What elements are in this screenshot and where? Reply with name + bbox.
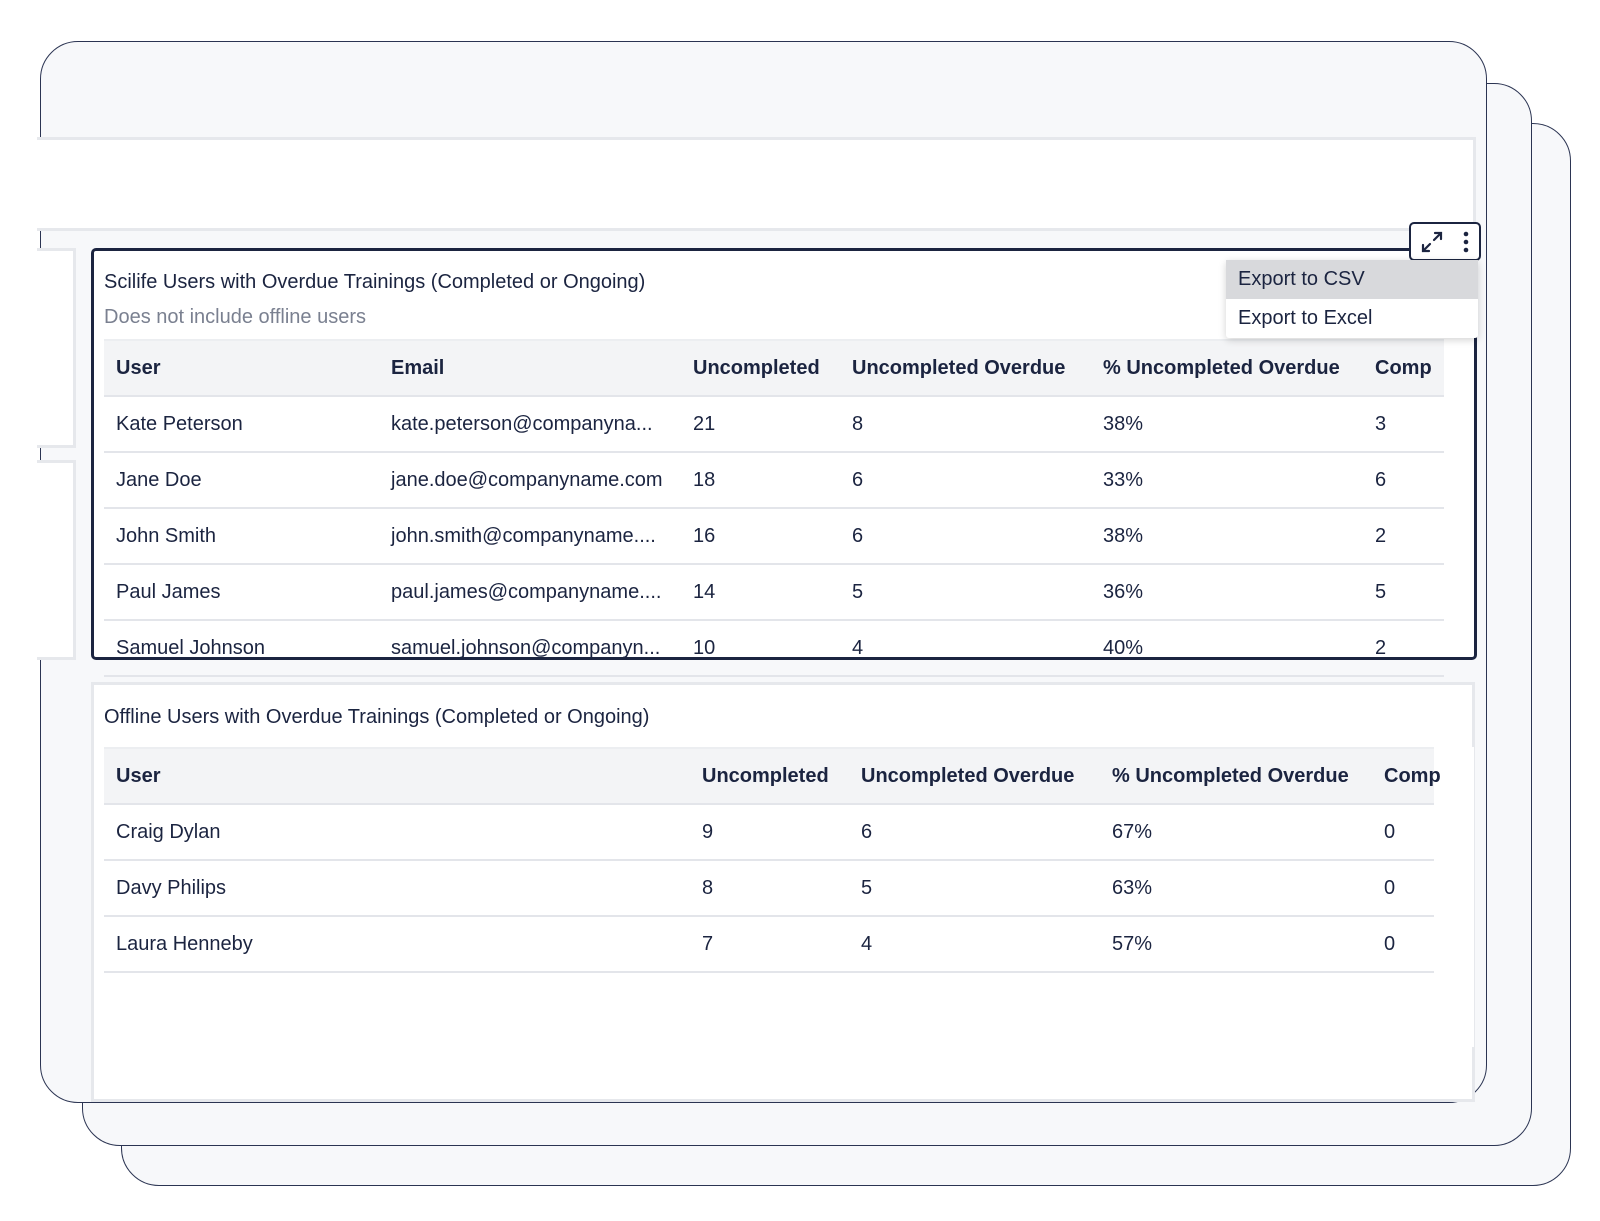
- cell-uncompleted: 9: [690, 804, 849, 860]
- cell-percent-overdue: 67%: [1100, 804, 1372, 860]
- panel-title: Offline Users with Overdue Trainings (Completed or Ongoing): [104, 706, 650, 728]
- cell-completed: 0: [1372, 804, 1434, 860]
- cell-completed: 3: [1363, 396, 1444, 452]
- cell-uncompleted-overdue: 6: [849, 804, 1100, 860]
- cell-percent-overdue: 33%: [1091, 452, 1363, 508]
- cell-user: Jane Doe: [104, 452, 379, 508]
- cell-uncompleted: 21: [681, 396, 840, 452]
- cell-uncompleted-overdue: 4: [849, 916, 1100, 972]
- column-header-user[interactable]: User: [104, 340, 379, 396]
- cell-uncompleted: 10: [681, 620, 840, 676]
- cell-uncompleted-overdue: 8: [840, 396, 1091, 452]
- table-header-row: [104, 748, 1434, 804]
- cell-user: Craig Dylan: [104, 804, 690, 860]
- panel-subtitle: Does not include offline users: [104, 306, 367, 328]
- cell-user: John Smith: [104, 508, 379, 564]
- panel-actions: [1409, 222, 1481, 261]
- table-row[interactable]: [104, 396, 1444, 452]
- column-header-user[interactable]: User: [104, 748, 690, 804]
- cell-completed: 6: [1363, 452, 1444, 508]
- cell-uncompleted-overdue: 5: [849, 860, 1100, 916]
- panel-title: Scilife Users with Overdue Trainings (Completed or Ongoing): [104, 271, 646, 293]
- cell-uncompleted: 8: [690, 860, 849, 916]
- cell-user: Kate Peterson: [104, 396, 379, 452]
- cell-email: paul.james@companyname....: [379, 564, 681, 620]
- cell-uncompleted-overdue: 5: [840, 564, 1091, 620]
- cell-uncompleted-overdue: 6: [840, 508, 1091, 564]
- cell-user: Samuel Johnson: [104, 620, 379, 676]
- column-header-uncompleted-overdue[interactable]: Uncompleted Overdue: [840, 340, 1091, 396]
- scilife-users-table: [104, 339, 1444, 677]
- dashboard-card: [40, 41, 1487, 1103]
- cell-email: jane.doe@companyname.com: [379, 452, 681, 508]
- table-row[interactable]: [104, 452, 1444, 508]
- table-row[interactable]: [104, 620, 1444, 676]
- column-header-percent-uncompleted-overdue[interactable]: % Uncompleted Overdue: [1091, 340, 1363, 396]
- cell-percent-overdue: 36%: [1091, 564, 1363, 620]
- column-header-completed[interactable]: Comp: [1363, 340, 1444, 396]
- side-widget: [37, 460, 76, 660]
- cell-email: john.smith@companyname....: [379, 508, 681, 564]
- panel-edge-mask: [1434, 747, 1474, 1047]
- cell-uncompleted-overdue: 4: [840, 620, 1091, 676]
- more-vertical-icon[interactable]: [1461, 230, 1471, 254]
- cell-uncompleted: 7: [690, 916, 849, 972]
- cell-uncompleted: 14: [681, 564, 840, 620]
- menu-item-export-excel[interactable]: Export to Excel: [1238, 307, 1373, 329]
- table-row[interactable]: [104, 508, 1444, 564]
- cell-email: samuel.johnson@companyn...: [379, 620, 681, 676]
- table-row[interactable]: [104, 916, 1434, 972]
- cell-email: kate.peterson@companyna...: [379, 396, 681, 452]
- cell-uncompleted-overdue: 6: [840, 452, 1091, 508]
- cell-completed: 0: [1372, 860, 1434, 916]
- cell-completed: 2: [1363, 508, 1444, 564]
- cell-percent-overdue: 38%: [1091, 396, 1363, 452]
- table-row[interactable]: [104, 804, 1434, 860]
- side-widget: [37, 248, 76, 448]
- offline-users-panel: [91, 682, 1475, 1102]
- column-header-percent-uncompleted-overdue[interactable]: % Uncompleted Overdue: [1100, 748, 1372, 804]
- cell-percent-overdue: 57%: [1100, 916, 1372, 972]
- cell-completed: 0: [1372, 916, 1434, 972]
- expand-icon[interactable]: [1420, 230, 1444, 254]
- column-header-completed[interactable]: Comp: [1372, 748, 1434, 804]
- menu-item-export-csv[interactable]: Export to CSV: [1226, 260, 1478, 299]
- cell-user: Laura Henneby: [104, 916, 690, 972]
- column-header-uncompleted[interactable]: Uncompleted: [690, 748, 849, 804]
- cell-user: Davy Philips: [104, 860, 690, 916]
- cell-uncompleted: 16: [681, 508, 840, 564]
- column-header-uncompleted-overdue[interactable]: Uncompleted Overdue: [849, 748, 1100, 804]
- cell-user: Paul James: [104, 564, 379, 620]
- cell-completed: 2: [1363, 620, 1444, 676]
- column-header-email[interactable]: Email: [379, 340, 681, 396]
- cell-percent-overdue: 40%: [1091, 620, 1363, 676]
- table-header-row: [104, 340, 1444, 396]
- table-row[interactable]: [104, 564, 1444, 620]
- cell-percent-overdue: 38%: [1091, 508, 1363, 564]
- cell-uncompleted: 18: [681, 452, 840, 508]
- header-strip: [37, 137, 1476, 231]
- column-header-uncompleted[interactable]: Uncompleted: [681, 340, 840, 396]
- export-menu: [1226, 260, 1478, 338]
- cell-completed: 5: [1363, 564, 1444, 620]
- cell-percent-overdue: 63%: [1100, 860, 1372, 916]
- offline-users-table: [104, 747, 1441, 973]
- table-row[interactable]: [104, 860, 1434, 916]
